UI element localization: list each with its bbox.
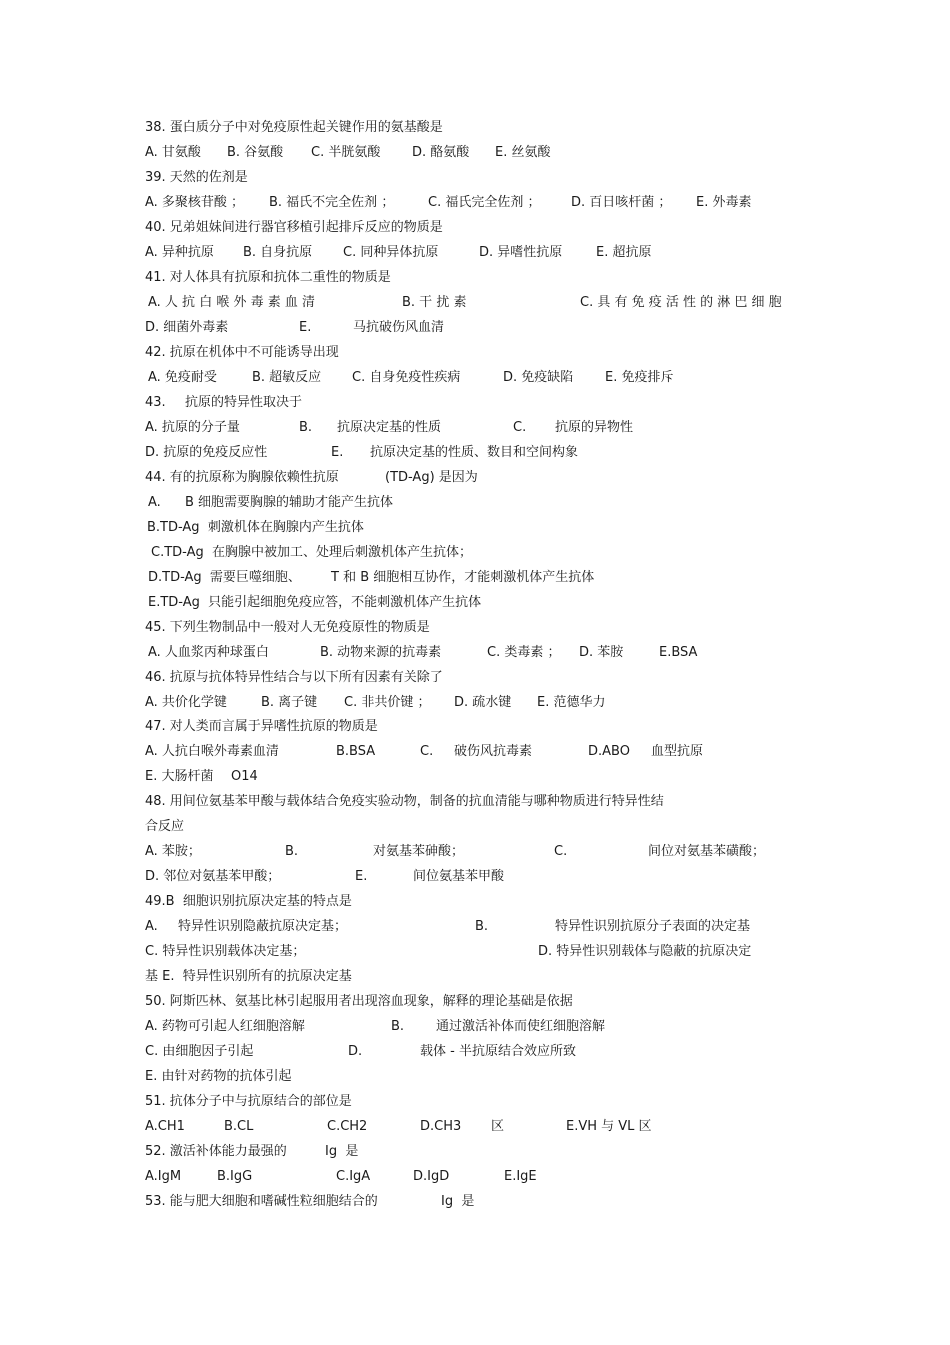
option: C. 由细胞因子引起: [145, 1044, 254, 1059]
option: E. 大肠杆菌: [145, 769, 214, 784]
option: A. 共价化学键: [145, 695, 227, 710]
question-stem: 46. 抗原与抗体特异性结合与以下所有因素有关除了: [145, 670, 443, 685]
options-row: [145, 369, 674, 387]
option: B.: [299, 420, 313, 435]
option: B.IgG: [217, 1169, 253, 1184]
option-text: T 和 B 细胞相互协作，才能刺激机体产生抗体: [331, 570, 595, 585]
options-row: [145, 319, 445, 337]
option: A. 抗原的分子量: [145, 420, 240, 435]
option: A. 人血浆丙种球蛋白: [148, 645, 269, 660]
option: B.: [475, 919, 489, 934]
option-line: [145, 594, 482, 612]
options-row: [145, 843, 766, 861]
question-stem: 38. 蛋白质分子中对免疫原性起关键作用的氨基酸是: [145, 120, 443, 135]
option: D.: [348, 1044, 363, 1059]
option: E. 丝氨酸: [495, 145, 551, 160]
question-stem: 42. 抗原在机体中不可能诱导出现: [145, 345, 339, 360]
option: C.CH2: [327, 1119, 368, 1134]
options-row: [145, 1068, 292, 1086]
option: E. 由针对药物的抗体引起: [145, 1069, 292, 1084]
options-row: [145, 943, 752, 961]
question-stem-cont: 合反应: [145, 819, 185, 834]
option: B. 动物来源的抗毒素: [320, 645, 442, 660]
question-stem: 40. 兄弟姐妹间进行器官移植引起排斥反应的物质是: [145, 220, 443, 235]
option-text: 破伤风抗毒素: [454, 744, 533, 759]
option: B. 自身抗原: [243, 245, 313, 260]
option-text: O14: [231, 769, 258, 784]
options-row: [145, 644, 698, 662]
question-stem: 39. 天然的佐剂是: [145, 170, 248, 185]
option-line: [145, 569, 595, 587]
options-row: [145, 868, 505, 886]
option: A. 苯胺；: [145, 844, 201, 859]
option: D.TD-Ag 需要巨噬细胞、: [148, 570, 301, 585]
option: E. 超抗原: [596, 245, 652, 260]
option: C. 具 有 免 疫 活 性 的 淋 巴 细 胞: [580, 295, 782, 310]
option: D. 邻位对氨基苯甲酸；: [145, 869, 281, 884]
option-line: [145, 519, 364, 537]
option: C.: [554, 844, 568, 859]
option-line: [145, 544, 472, 562]
option: B.BSA: [336, 744, 376, 759]
option-text: 抗原的异物性: [555, 420, 634, 435]
option: B. 离子键: [261, 695, 318, 710]
option-text: 区: [491, 1119, 505, 1134]
option-text: 对氨基苯砷酸；: [373, 844, 465, 859]
question-stem: 48. 用间位氨基苯甲酸与载体结合免疫实验动物，制备的抗血清能与哪种物质进行特异性结: [145, 794, 664, 809]
question-stem: 49.B 细胞识别抗原决定基的特点是: [145, 894, 352, 909]
option: A. 人 抗 白 喉 外 毒 素 血 清: [148, 295, 315, 310]
option: E.: [299, 320, 312, 335]
option: D.CH3: [420, 1119, 462, 1134]
option-text: 抗原决定基的性质、数目和空间构象: [370, 445, 579, 460]
option: D.IgD: [413, 1169, 450, 1184]
options-row: [145, 244, 652, 262]
option: D. 抗原的免疫反应性: [145, 445, 268, 460]
option: B.TD-Ag 刺激机体在胸腺内产生抗体: [147, 520, 364, 535]
option-text: 特异性识别隐蔽抗原决定基；: [178, 919, 348, 934]
option: E. 外毒素: [696, 195, 752, 210]
options-row: [145, 743, 704, 761]
options-row: [145, 444, 579, 462]
question-stem: 44. 有的抗原称为胸腺依赖性抗原 (TD-Ag) 是因为: [145, 470, 478, 485]
options-row: [145, 1168, 537, 1186]
option: A. 甘氨酸: [145, 145, 201, 160]
options-row: [145, 294, 782, 312]
options-row: [145, 918, 751, 936]
option: C.: [513, 420, 527, 435]
option: A.: [148, 495, 161, 510]
option: E.IgE: [504, 1169, 537, 1184]
option: B. 超敏反应: [252, 370, 322, 385]
options-row: [145, 144, 551, 162]
option: A. 人抗白喉外毒素血清: [145, 744, 279, 759]
option: C. 同种异体抗原: [343, 245, 439, 260]
option: A. 多聚核苷酸 ；: [145, 195, 245, 210]
option: E.BSA: [659, 645, 698, 660]
option: C. 半胱氨酸: [311, 145, 381, 160]
option: D. 酪氨酸: [412, 145, 470, 160]
option: B. 福氏不完全佐剂 ；: [269, 195, 395, 210]
option: A.: [145, 919, 158, 934]
option: D. 百日咳杆菌 ；: [571, 195, 672, 210]
option: C. 福氏完全佐剂 ；: [428, 195, 541, 210]
question-stem: 45. 下列生物制品中一般对人无免疫原性的物质是: [145, 620, 430, 635]
option: D. 细菌外毒素: [145, 320, 229, 335]
option-text: 特异性识别抗原分子表面的决定基: [555, 919, 751, 934]
question-stem: 52. 激活补体能力最强的 Ig 是: [145, 1144, 359, 1159]
option: B.: [285, 844, 299, 859]
option: C. 特异性识别载体决定基；: [145, 944, 306, 959]
option: C. 非共价键 ；: [344, 695, 431, 710]
option: E. 范德华力: [537, 695, 606, 710]
options-row: [145, 194, 752, 212]
options-row: [145, 968, 352, 986]
option-text: 血型抗原: [651, 744, 704, 759]
option: B.CL: [224, 1119, 254, 1134]
option-text: B 细胞需要胸腺的辅助才能产生抗体: [185, 495, 394, 510]
option: B. 干 扰 素: [402, 295, 467, 310]
question-stem: 50. 阿斯匹林、氨基比林引起服用者出现溶血现象，解释的理论基础是依据: [145, 994, 573, 1009]
options-row: [145, 1043, 576, 1061]
option-text: 间位氨基苯甲酸: [413, 869, 505, 884]
option-text: 间位对氨基苯磺酸；: [648, 844, 766, 859]
options-row: [145, 419, 634, 437]
option: C.IgA: [336, 1169, 371, 1184]
option-text: 抗原决定基的性质: [337, 420, 442, 435]
option: D. 疏水键: [454, 695, 512, 710]
option-text: 载体 - 半抗原结合效应所致: [420, 1044, 576, 1059]
options-row: [145, 1118, 652, 1136]
option: C. 自身免疫性疾病: [352, 370, 461, 385]
option: B.: [391, 1019, 405, 1034]
option: A. 免疫耐受: [148, 370, 217, 385]
option: E.TD-Ag 只能引起细胞免疫应答，不能刺激机体产生抗体: [148, 595, 482, 610]
option: E.VH 与 VL 区: [566, 1119, 652, 1134]
option-text: 马抗破伤风血清: [353, 320, 445, 335]
option: C. 类毒素 ；: [487, 645, 561, 660]
option: A.IgM: [145, 1169, 182, 1184]
option: 基 E. 特异性识别所有的抗原决定基: [145, 969, 352, 984]
question-stem: 53. 能与肥大细胞和嗜碱性粒细胞结合的 Ig 是: [145, 1194, 475, 1209]
option: C.: [420, 744, 434, 759]
option: B. 谷氨酸: [227, 145, 284, 160]
option: E.: [331, 445, 344, 460]
options-row: [145, 694, 606, 712]
options-row: [145, 1018, 606, 1036]
option: D. 特异性识别载体与隐蔽的抗原决定: [538, 944, 752, 959]
option: D. 免疫缺陷: [503, 370, 574, 385]
option: A. 异种抗原: [145, 245, 214, 260]
option: A.CH1: [145, 1119, 185, 1134]
options-row: [145, 768, 258, 786]
question-stem: 51. 抗体分子中与抗原结合的部位是: [145, 1094, 352, 1109]
option-text: 通过激活补体而使红细胞溶解: [436, 1019, 606, 1034]
option-line: [145, 494, 394, 512]
option: D.ABO: [588, 744, 630, 759]
option: D. 异嗜性抗原: [479, 245, 563, 260]
option: A. 药物可引起人红细胞溶解: [145, 1019, 305, 1034]
option: D. 苯胺: [579, 645, 624, 660]
option: E. 免疫排斥: [605, 370, 674, 385]
question-stem: 43. 抗原的特异性取决于: [145, 395, 303, 410]
question-stem: 47. 对人类而言属于异嗜性抗原的物质是: [145, 719, 378, 734]
option: C.TD-Ag 在胸腺中被加工、处理后刺激机体产生抗体；: [151, 545, 472, 560]
option: E.: [355, 869, 368, 884]
question-stem: 41. 对人体具有抗原和抗体二重性的物质是: [145, 270, 391, 285]
